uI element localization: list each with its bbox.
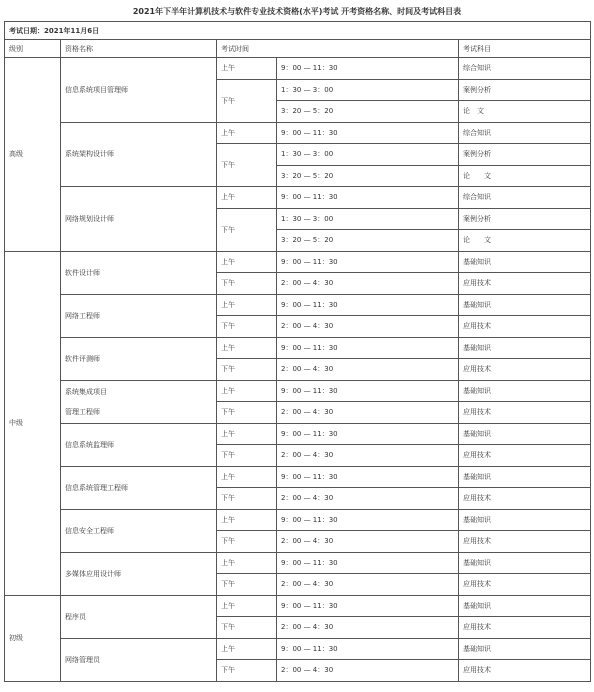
certificate-name: [61, 122, 217, 187]
exam-subject: 基础知识: [459, 423, 591, 445]
exam-subject: 应用技术: [459, 574, 591, 596]
certificate-name-line: 信息系统管理工程师: [65, 483, 128, 492]
table-row: [5, 122, 591, 144]
exam-period: 上午: [217, 187, 277, 209]
exam-subject: 基础知识: [459, 251, 591, 273]
table-row: [5, 251, 591, 273]
exam-subject: 应用技术: [459, 660, 591, 682]
exam-time: 9：00 — 11：30: [277, 552, 459, 574]
exam-subject: 应用技术: [459, 488, 591, 510]
exam-time: 9：00 — 11：30: [277, 466, 459, 488]
exam-time: 9：00 — 11：30: [277, 509, 459, 531]
exam-subject: 基础知识: [459, 509, 591, 531]
table-row: [5, 552, 591, 574]
table-row: [5, 58, 591, 80]
exam-subject: 基础知识: [459, 337, 591, 359]
table-row: [5, 294, 591, 316]
exam-subject: 应用技术: [459, 273, 591, 295]
certificate-name: [61, 294, 217, 337]
table-row: [5, 466, 591, 488]
exam-period: 下午: [217, 144, 277, 187]
certificate-name-line: 程序员: [65, 612, 86, 621]
table-row: [5, 509, 591, 531]
exam-time: 9：00 — 11：30: [277, 251, 459, 273]
exam-time: 9：00 — 11：30: [277, 122, 459, 144]
level-junior: 初级: [5, 595, 61, 681]
exam-subject: 应用技术: [459, 359, 591, 381]
header-time: 考试时间: [217, 40, 459, 58]
exam-time: 1：30 — 3：00: [277, 208, 459, 230]
exam-period: 下午: [217, 660, 277, 682]
exam-period: 上午: [217, 595, 277, 617]
exam-time: 2：00 — 4：30: [277, 445, 459, 467]
exam-time: 9：00 — 11：30: [277, 595, 459, 617]
exam-time: 2：00 — 4：30: [277, 488, 459, 510]
exam-time: 2：00 — 4：30: [277, 574, 459, 596]
exam-time: 9：00 — 11：30: [277, 58, 459, 80]
exam-period: 上午: [217, 58, 277, 80]
exam-period: 上午: [217, 509, 277, 531]
exam-subject: 基础知识: [459, 380, 591, 402]
exam-subject: 案例分析: [459, 144, 591, 166]
exam-time: 2：00 — 4：30: [277, 359, 459, 381]
certificate-name-line: 管理工程师: [65, 407, 100, 416]
exam-period: 下午: [217, 531, 277, 553]
certificate-name: [61, 552, 217, 595]
exam-time: 9：00 — 11：30: [277, 423, 459, 445]
table-row: [5, 595, 591, 617]
exam-time: 2：00 — 4：30: [277, 531, 459, 553]
certificate-name-line: 信息安全工程师: [65, 526, 114, 535]
table-row: [5, 423, 591, 445]
exam-period: 下午: [217, 445, 277, 467]
certificate-name-line: 网络管理员: [65, 655, 100, 664]
certificate-name: [61, 595, 217, 638]
exam-schedule-table: [4, 21, 591, 682]
header-certificate: 资格名称: [61, 40, 217, 58]
exam-period: 上午: [217, 251, 277, 273]
exam-date: 考试日期：2021年11月6日: [5, 22, 591, 40]
certificate-name-line: 网络工程师: [65, 311, 100, 320]
exam-subject: 应用技术: [459, 531, 591, 553]
exam-subject: 应用技术: [459, 617, 591, 639]
exam-subject: 基础知识: [459, 552, 591, 574]
exam-subject: 案例分析: [459, 208, 591, 230]
exam-time: 9：00 — 11：30: [277, 380, 459, 402]
exam-subject: 基础知识: [459, 466, 591, 488]
table-row: [5, 380, 591, 402]
exam-period: 上午: [217, 337, 277, 359]
exam-subject: 应用技术: [459, 316, 591, 338]
certificate-name-line: 信息系统项目管理师: [65, 85, 128, 94]
certificate-name-line: 软件评测师: [65, 354, 100, 363]
certificate-name: [61, 337, 217, 380]
exam-time: 9：00 — 11：30: [277, 638, 459, 660]
exam-period: 上午: [217, 423, 277, 445]
certificate-name: [61, 466, 217, 509]
exam-time: 2：00 — 4：30: [277, 660, 459, 682]
header-level: 级别: [5, 40, 61, 58]
certificate-name-line: 系统架构设计师: [65, 150, 114, 159]
certificate-name-line: 系统集成项目: [65, 387, 107, 396]
exam-period: 下午: [217, 359, 277, 381]
exam-time: 2：00 — 4：30: [277, 617, 459, 639]
exam-subject: 综合知识: [459, 187, 591, 209]
certificate-name: [61, 58, 217, 123]
exam-time: 9：00 — 11：30: [277, 337, 459, 359]
header-subject: 考试科目: [459, 40, 591, 58]
exam-subject: 基础知识: [459, 638, 591, 660]
exam-period: 下午: [217, 208, 277, 251]
table-row: [5, 187, 591, 209]
exam-time: 3：20 — 5：20: [277, 230, 459, 252]
certificate-name-line: 软件设计师: [65, 268, 100, 277]
exam-time: 2：00 — 4：30: [277, 316, 459, 338]
exam-subject: 案例分析: [459, 79, 591, 101]
exam-subject: 论 文: [459, 101, 591, 123]
exam-period: 上午: [217, 380, 277, 402]
exam-period: 下午: [217, 488, 277, 510]
level-intermediate: 中级: [5, 251, 61, 595]
exam-subject: 应用技术: [459, 402, 591, 424]
certificate-name: [61, 251, 217, 294]
exam-period: 下午: [217, 617, 277, 639]
certificate-name: [61, 509, 217, 552]
exam-time: 9：00 — 11：30: [277, 187, 459, 209]
level-senior: 高级: [5, 58, 61, 252]
table-row: [5, 638, 591, 660]
table-row: [5, 337, 591, 359]
exam-period: 上午: [217, 294, 277, 316]
certificate-name: [61, 638, 217, 681]
exam-time: 3：20 — 5：20: [277, 165, 459, 187]
exam-subject: 论 文: [459, 165, 591, 187]
exam-time: 2：00 — 4：30: [277, 273, 459, 295]
exam-subject: 基础知识: [459, 294, 591, 316]
exam-subject: 综合知识: [459, 122, 591, 144]
exam-period: 下午: [217, 79, 277, 122]
certificate-name-line: 信息系统监理师: [65, 440, 114, 449]
certificate-name: [61, 380, 217, 423]
exam-time: 1：30 — 3：00: [277, 79, 459, 101]
exam-period: 上午: [217, 466, 277, 488]
exam-time: 2：00 — 4：30: [277, 402, 459, 424]
certificate-name-line: 多媒体应用设计师: [65, 569, 121, 578]
exam-period: 上午: [217, 122, 277, 144]
certificate-name: [61, 423, 217, 466]
exam-period: 下午: [217, 273, 277, 295]
exam-period: 下午: [217, 402, 277, 424]
exam-subject: 基础知识: [459, 595, 591, 617]
exam-time: 1：30 — 3：00: [277, 144, 459, 166]
exam-subject: 应用技术: [459, 445, 591, 467]
exam-period: 下午: [217, 574, 277, 596]
exam-time: 9：00 — 11：30: [277, 294, 459, 316]
exam-period: 上午: [217, 638, 277, 660]
certificate-name: [61, 187, 217, 252]
exam-period: 下午: [217, 316, 277, 338]
exam-subject: 论 文: [459, 230, 591, 252]
table-header-row: [5, 40, 591, 58]
certificate-name-line: 网络规划设计师: [65, 214, 114, 223]
page-title: 2021年下半年计算机技术与软件专业技术资格(水平)考试 开考资格名称、时间及考试科目表: [132, 7, 462, 16]
exam-period: 上午: [217, 552, 277, 574]
exam-time: 3：20 — 5：20: [277, 101, 459, 123]
exam-subject: 综合知识: [459, 58, 591, 80]
